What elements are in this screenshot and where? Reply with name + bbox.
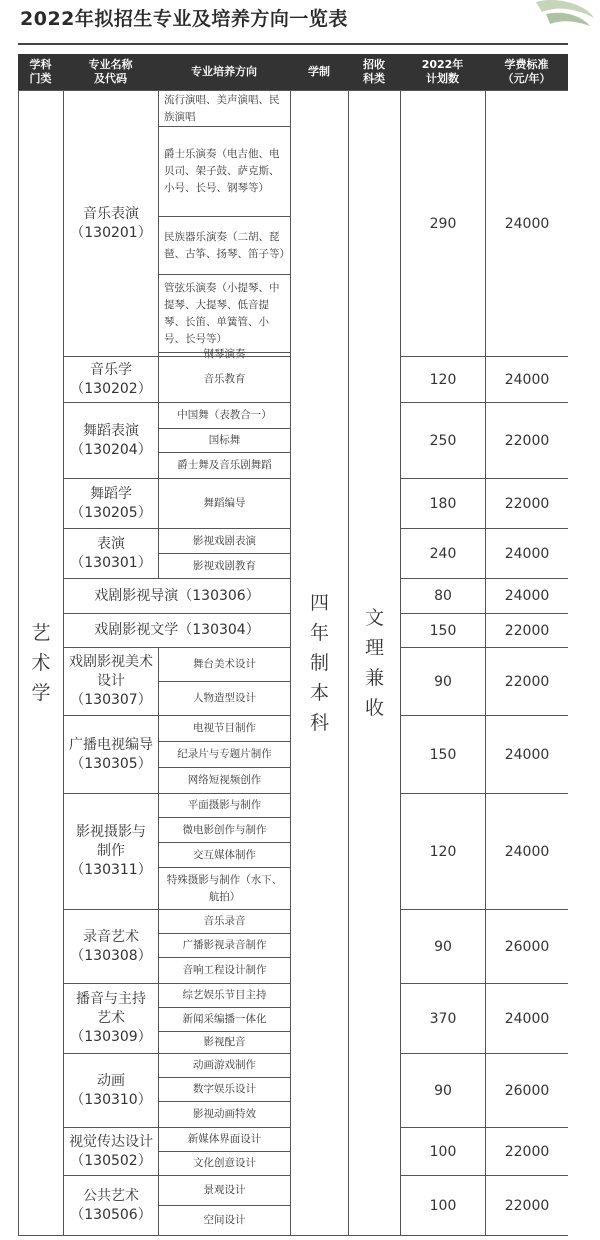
training-direction: 影视戏剧教育 <box>158 553 291 579</box>
major-name: 公共艺术 （130506） <box>63 1175 159 1236</box>
training-direction: 舞蹈编导 <box>158 478 291 529</box>
plan-count: 150 <box>400 613 486 648</box>
major-name: 戏剧影视文学（130304） <box>63 613 291 648</box>
training-direction: 景观设计 <box>158 1175 291 1206</box>
training-direction: 影视动画特效 <box>158 1101 291 1128</box>
training-direction: 流行演唱、美声演唱、民族演唱 <box>158 90 291 127</box>
plan-count: 240 <box>400 528 486 579</box>
plan-count: 100 <box>400 1127 486 1176</box>
table-header <box>18 54 568 90</box>
header-cell: 学制 <box>308 65 330 78</box>
tuition-fee: 22000 <box>485 647 568 716</box>
major-name: 录音艺术 （130308） <box>63 909 159 984</box>
training-direction: 特殊摄影与制作（水下、航拍） <box>158 867 291 910</box>
discipline-cell: 艺 术 学 <box>18 90 64 1236</box>
tuition-fee: 24000 <box>485 356 568 403</box>
training-direction: 人物造型设计 <box>158 681 291 716</box>
program-table <box>18 90 568 1240</box>
training-direction: 民族器乐演奏（二胡、琵琶、古筝、扬琴、笛子等） <box>158 216 291 275</box>
major-name: 广播电视编导 （130305） <box>63 715 159 794</box>
category-cell: 文 理 兼 收 <box>348 90 401 1236</box>
training-direction: 平面摄影与制作 <box>158 793 291 818</box>
tuition-fee: 24000 <box>485 715 568 794</box>
plan-count: 90 <box>400 1053 486 1128</box>
training-direction: 微电影创作与制作 <box>158 817 291 843</box>
tuition-fee: 22000 <box>485 1127 568 1176</box>
training-direction: 音乐教育 <box>158 356 291 403</box>
tuition-fee: 22000 <box>485 1175 568 1236</box>
tuition-fee: 24000 <box>485 983 568 1054</box>
training-direction: 新媒体界面设计 <box>158 1127 291 1152</box>
major-name: 戏剧影视导演（130306） <box>63 578 291 614</box>
header-cell: 学费标准 （元/年） <box>502 58 551 85</box>
plan-count: 120 <box>400 356 486 403</box>
major-name: 视觉传达设计 （130502） <box>63 1127 159 1176</box>
tuition-fee: 22000 <box>485 402 568 479</box>
plan-count: 180 <box>400 478 486 529</box>
training-direction: 音响工程设计制作 <box>158 957 291 984</box>
header-cell: 招收 科类 <box>363 58 385 85</box>
training-direction: 爵士舞及音乐剧舞蹈 <box>158 452 291 479</box>
plan-count: 90 <box>400 647 486 716</box>
major-name: 舞蹈学 （130205） <box>63 478 159 529</box>
training-direction: 电视节目制作 <box>158 715 291 742</box>
tuition-fee: 22000 <box>485 613 568 648</box>
training-direction: 纪录片与专题片制作 <box>158 741 291 768</box>
training-direction: 爵士乐演奏（电吉他、电贝司、架子鼓、萨克斯、小号、长号、钢琴等） <box>158 126 291 217</box>
training-direction: 影视配音 <box>158 1031 291 1054</box>
training-direction: 文化创意设计 <box>158 1151 291 1176</box>
plan-count: 290 <box>400 90 486 357</box>
school-logo-icon <box>516 0 596 30</box>
training-direction: 音乐录音 <box>158 909 291 934</box>
header-cell: 专业名称 及代码 <box>88 58 133 85</box>
training-direction: 空间设计 <box>158 1205 291 1236</box>
training-direction: 国标舞 <box>158 428 291 453</box>
major-name: 音乐学 （130202） <box>63 356 159 403</box>
plan-count: 80 <box>400 578 486 614</box>
training-direction: 新闻采编播一体化 <box>158 1007 291 1032</box>
training-direction: 数字娱乐设计 <box>158 1077 291 1102</box>
page-title: 2022年拟招生专业及培养方向一览表 <box>20 8 348 30</box>
header-cell: 专业培养方向 <box>191 65 257 78</box>
major-name: 动画 （130310） <box>63 1053 159 1128</box>
major-name: 影视摄影与 制作 （130311） <box>63 793 159 910</box>
plan-count: 120 <box>400 793 486 910</box>
training-direction: 影视戏剧表演 <box>158 528 291 554</box>
training-direction: 综艺娱乐节目主持 <box>158 983 291 1008</box>
major-name: 舞蹈表演 （130204） <box>63 402 159 479</box>
tuition-fee: 26000 <box>485 1053 568 1128</box>
major-name: 音乐表演 （130201） <box>63 90 159 357</box>
plan-count: 100 <box>400 1175 486 1236</box>
training-direction: 钢琴演奏 <box>158 352 291 357</box>
training-direction: 舞台美术设计 <box>158 647 291 682</box>
training-direction: 网络短视频创作 <box>158 767 291 794</box>
training-direction: 管弦乐演奏（小提琴、中提琴、大提琴、低音提琴、长笛、单簧管、小号、长号等） <box>158 274 291 353</box>
training-direction: 交互媒体制作 <box>158 842 291 868</box>
training-direction: 广播影视录音制作 <box>158 933 291 958</box>
header-cell: 2022年 计划数 <box>421 58 464 85</box>
tuition-fee: 26000 <box>485 909 568 984</box>
tuition-fee: 24000 <box>485 793 568 910</box>
tuition-fee: 24000 <box>485 578 568 614</box>
tuition-fee: 24000 <box>485 90 568 357</box>
training-direction: 动画游戏制作 <box>158 1053 291 1078</box>
major-name: 表演 （130301） <box>63 528 159 579</box>
plan-count: 90 <box>400 909 486 984</box>
duration-cell: 四 年 制 本 科 <box>290 90 349 1236</box>
header-cell: 学科 门类 <box>29 58 52 85</box>
tuition-fee: 24000 <box>485 528 568 579</box>
plan-count: 370 <box>400 983 486 1054</box>
plan-count: 250 <box>400 402 486 479</box>
tuition-fee: 22000 <box>485 478 568 529</box>
title-divider <box>18 43 568 45</box>
major-name: 戏剧影视美术 设计 （130307） <box>63 647 159 716</box>
plan-count: 150 <box>400 715 486 794</box>
training-direction: 中国舞（表教合一） <box>158 402 291 429</box>
major-name: 播音与主持 艺术 （130309） <box>63 983 159 1054</box>
